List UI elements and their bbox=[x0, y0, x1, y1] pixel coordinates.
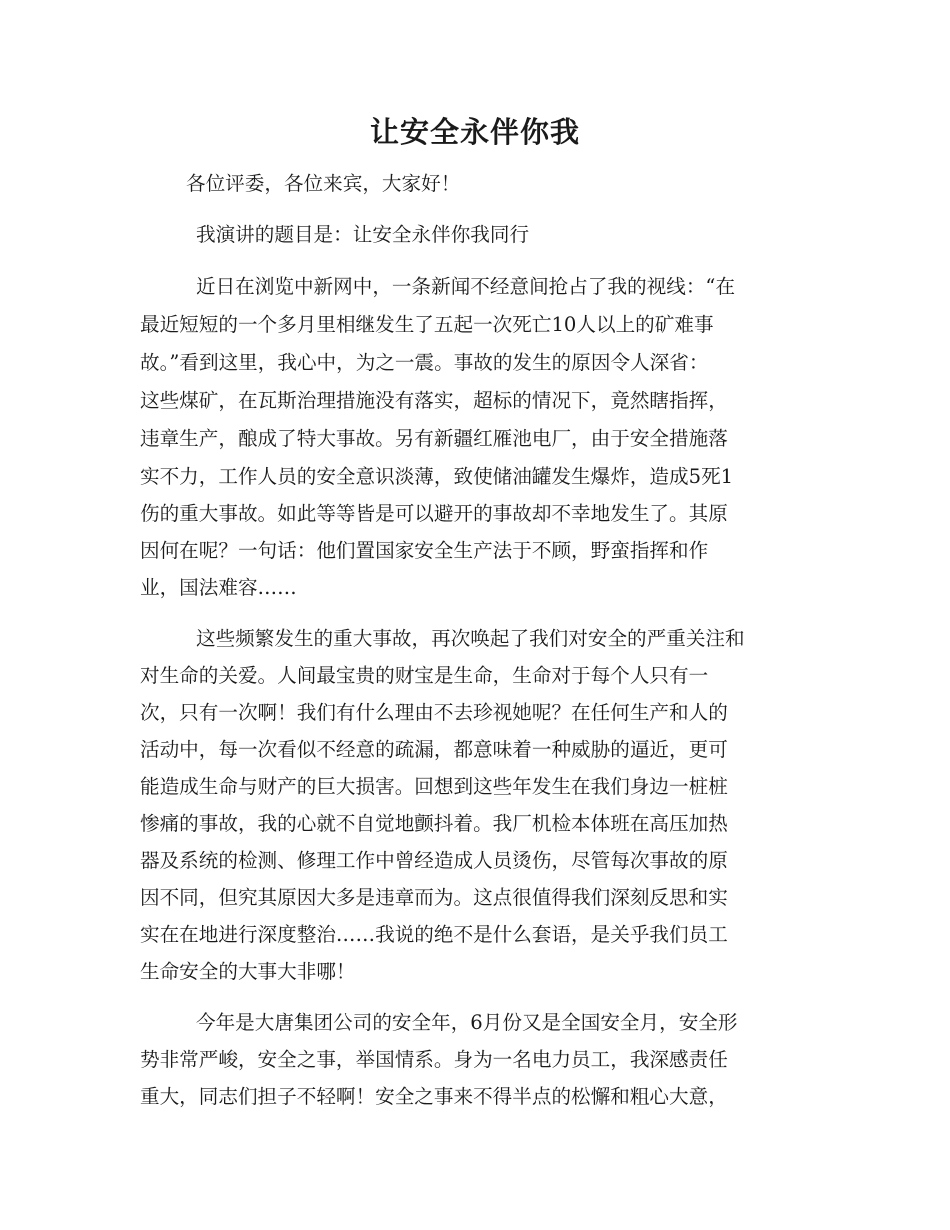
paragraph-2-line-4: 活动中，每一次看似不经意的疏漏，都意味着一种威胁的逼近，更可 bbox=[140, 738, 728, 761]
paragraph-1-line-1: 近日在浏览中新网中，一条新闻不经意间抢占了我的视线：“在 bbox=[196, 275, 736, 298]
paragraph-3-line-3: 重大，同志们担子不轻啊！安全之事来不得半点的松懈和粗心大意， bbox=[140, 1085, 728, 1108]
paragraph-2-line-6: 惨痛的事故，我的心就不自觉地颤抖着。我厂机检本体班在高压加热 bbox=[140, 812, 728, 835]
paragraph-3-line-1: 今年是大唐集团公司的安全年，6月份又是全国安全月，安全形 bbox=[196, 1011, 738, 1034]
paragraph-1-line-4: 这些煤矿，在瓦斯治理措施没有落实，超标的情况下，竟然瞎指挥， bbox=[140, 389, 728, 412]
paragraph-2-line-5: 能造成生命与财产的巨大损害。回想到这些年发生在我们身边一桩桩 bbox=[140, 775, 728, 798]
paragraph-2-line-2: 对生命的关爱。人间最宝贵的财宝是生命，生命对于每个人只有一 bbox=[140, 664, 709, 687]
paragraph-2-line-3: 次，只有一次啊！我们有什么理由不去珍视她呢？在任何生产和人的 bbox=[140, 701, 728, 724]
paragraph-1-line-3: 故。”看到这里，我心中，为之一震。事故的发生的原因令人深省： bbox=[140, 351, 709, 374]
paragraph-2-line-9: 实在在地进行深度整治……我说的绝不是什么套语，是关乎我们员工 bbox=[140, 923, 728, 946]
paragraph-1-line-8: 因何在呢？一句话：他们置国家安全生产法于不顾，野蛮指挥和作 bbox=[140, 539, 709, 562]
paragraph-1-line-5: 违章生产，酿成了特大事故。另有新疆红雁池电厂，由于安全措施落 bbox=[140, 427, 728, 450]
paragraph-1-line-6: 实不力，工作人员的安全意识淡薄，致使储油罐发生爆炸，造成5死1 bbox=[140, 465, 734, 488]
paragraph-3-line-2: 势非常严峻，安全之事，举国情系。身为一名电力员工，我深感责任 bbox=[140, 1048, 728, 1071]
paragraph-2-line-1: 这些频繁发生的重大事故，再次唤起了我们对安全的严重关注和 bbox=[196, 627, 745, 650]
paragraph-2-line-8: 因不同，但究其原因大多是违章而为。这点很值得我们深刻反思和实 bbox=[140, 886, 728, 909]
paragraph-2-line-7: 器及系统的检测、修理工作中曾经造成人员烫伤，尽管每次事故的原 bbox=[140, 849, 728, 872]
paragraph-1-line-7: 伤的重大事故。如此等等皆是可以避开的事故却不幸地发生了。其原 bbox=[140, 502, 728, 525]
greeting-line: 各位评委，各位来宾，大家好！ bbox=[186, 172, 461, 195]
document-title: 让安全永伴你我 bbox=[369, 115, 580, 149]
paragraph-1-line-9: 业，国法难容…… bbox=[140, 576, 297, 599]
paragraph-1-line-2: 最近短短的一个多月里相继发生了五起一次死亡10人以上的矿难事 bbox=[140, 313, 714, 336]
paragraph-2-line-10: 生命安全的大事大非哪！ bbox=[140, 960, 356, 983]
topic-line: 我演讲的题目是：让安全永伴你我同行 bbox=[196, 223, 530, 246]
